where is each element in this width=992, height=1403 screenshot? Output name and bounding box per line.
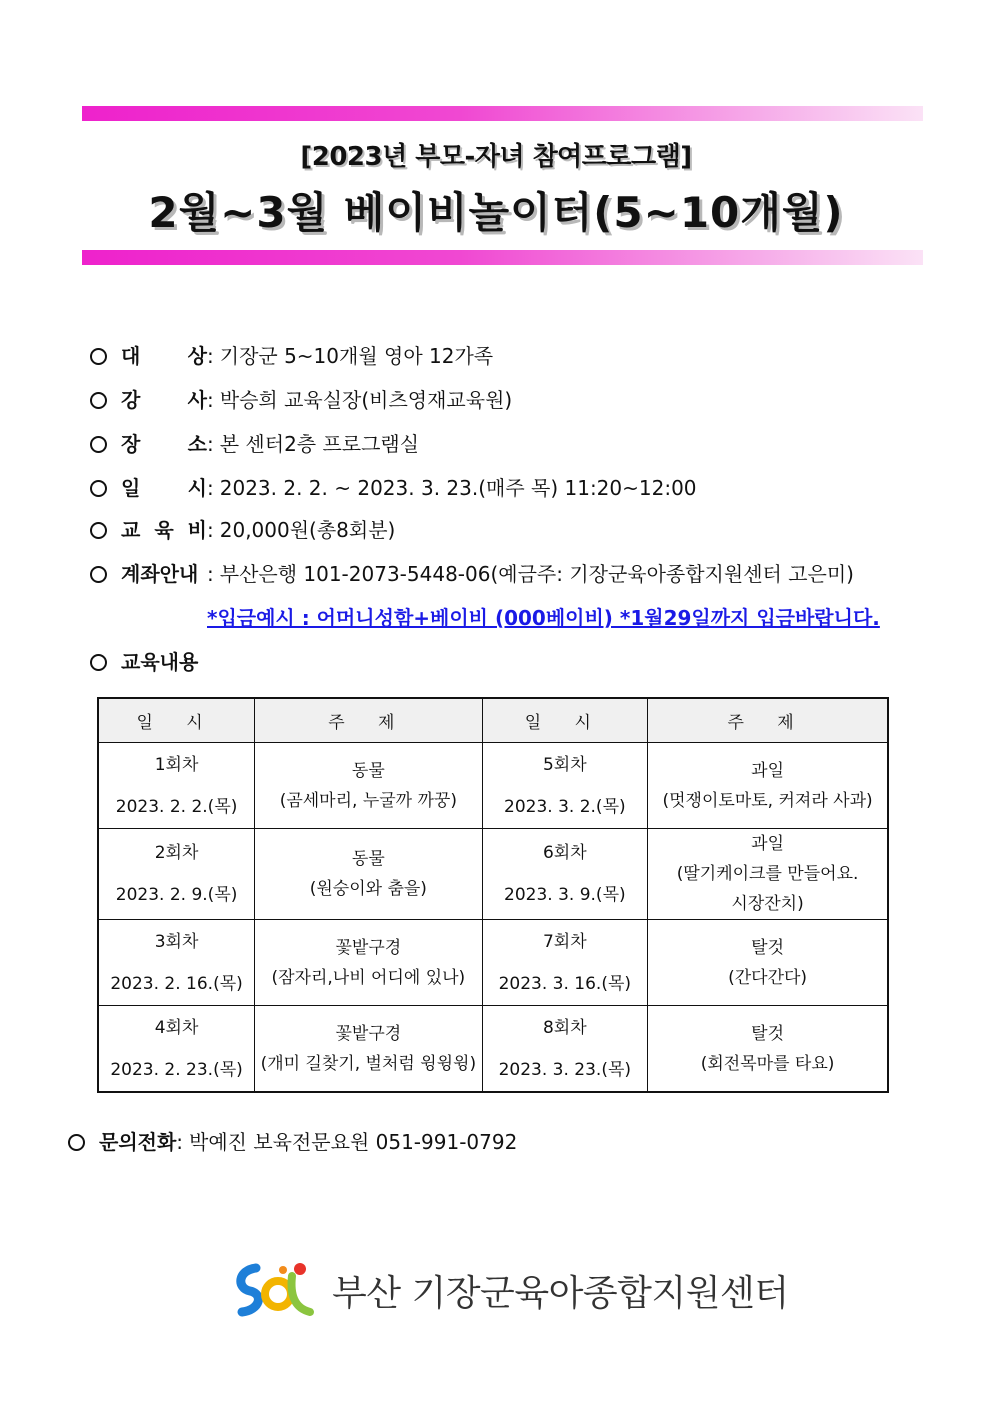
schedule-section-label: 교육내용 — [90, 646, 198, 675]
session-cell: 2회차 2023. 2. 9.(목) — [98, 829, 255, 920]
header-date: 일 시 — [482, 698, 648, 743]
header-topic: 주 제 — [648, 698, 888, 743]
program-subtitle: [2023년 부모-자녀 참여프로그램] — [300, 142, 692, 172]
info-label: 강 사 — [121, 388, 207, 412]
circle-bullet-icon — [90, 436, 107, 453]
contact-info: 문의전화: 박예진 보육전문요원 051-991-0792 — [68, 1128, 517, 1156]
topic-cell: 동물 (곰세마리, 누굴까 까꿍) — [255, 743, 482, 829]
topic-cell: 탈것 (간다간다) — [648, 920, 888, 1006]
header-topic: 주 제 — [255, 698, 482, 743]
info-target: 대 상: 기장군 5~10개월 영아 12가족 — [90, 342, 493, 370]
topic-cell: 꽃밭구경 (잠자리,나비 어디에 있나) — [255, 920, 482, 1006]
topic-cell: 동물 (원숭이와 춤을) — [255, 829, 482, 920]
info-value: 박승희 교육실장(비츠영재교육원) — [219, 388, 513, 412]
info-value: 기장군 5~10개월 영아 12가족 — [219, 344, 494, 368]
circle-bullet-icon — [68, 1134, 85, 1151]
circle-bullet-icon — [90, 654, 107, 671]
org-logo — [230, 1260, 789, 1320]
circle-bullet-icon — [90, 348, 107, 365]
topic-cell: 꽃밭구경 (개미 길찾기, 벌처럼 윙윙윙) — [255, 1006, 482, 1093]
header-date: 일 시 — [98, 698, 255, 743]
session-cell: 8회차 2023. 3. 23.(목) — [482, 1006, 648, 1093]
info-account: 계좌안내 : 부산은행 101-2073-5448-06(예금주: 기장군육아종합지원센터 고은미) — [90, 560, 854, 588]
org-logo-icon — [230, 1260, 322, 1320]
session-cell: 7회차 2023. 3. 16.(목) — [482, 920, 648, 1006]
table-header-row — [98, 698, 888, 743]
table-row — [98, 920, 888, 1006]
contact-label: 문의전화 — [99, 1130, 177, 1154]
topic-cell: 과일 (멋쟁이토마토, 커져라 사과) — [648, 743, 888, 829]
info-fee: 교 육 비: 20,000원(총8회분) — [90, 516, 395, 544]
program-title: 2월~3월 베이비놀이터(5~10개월) — [148, 188, 844, 237]
info-label: 일 시 — [121, 476, 207, 500]
table-row — [98, 743, 888, 829]
circle-bullet-icon — [90, 522, 107, 539]
info-datetime: 일 시: 2023. 2. 2. ~ 2023. 3. 23.(매주 목) 11:20~12:00 — [90, 474, 697, 502]
info-label: 계좌안내 — [121, 562, 199, 586]
contact-value: 박예진 보육전문요원 051-991-0792 — [189, 1130, 518, 1154]
info-value: 부산은행 101-2073-5448-06(예금주: 기장군육아종합지원센터 고은미) — [219, 562, 854, 586]
table-row — [98, 829, 888, 920]
deposit-note: *입금예시 : 어머니성함+베이비 (000베이비) *1월29일까지 입금바랍니다. — [207, 606, 880, 630]
info-value: 본 센터2층 프로그램실 — [219, 432, 420, 456]
org-name: 부산 기장군육아종합지원센터 — [332, 1272, 789, 1314]
schedule-table — [97, 697, 889, 1093]
info-label: 교 육 비 — [121, 518, 207, 542]
info-location: 장 소: 본 센터2층 프로그램실 — [90, 430, 419, 458]
session-cell: 6회차 2023. 3. 9.(목) — [482, 829, 648, 920]
info-value: 20,000원(총8회분) — [219, 518, 396, 542]
topic-cell: 과일 (딸기케이크를 만들어요. 시장잔치) — [648, 829, 888, 920]
circle-bullet-icon — [90, 480, 107, 497]
circle-bullet-icon — [90, 566, 107, 583]
session-cell: 5회차 2023. 3. 2.(목) — [482, 743, 648, 829]
table-row — [98, 1006, 888, 1093]
bottom-banner-bar — [82, 250, 923, 265]
info-label: 장 소 — [121, 432, 207, 456]
session-cell: 3회차 2023. 2. 16.(목) — [98, 920, 255, 1006]
info-value: 2023. 2. 2. ~ 2023. 3. 23.(매주 목) 11:20~12:00 — [219, 476, 697, 500]
info-label: 대 상 — [121, 344, 207, 368]
info-instructor: 강 사: 박승희 교육실장(비츠영재교육원) — [90, 386, 512, 414]
session-cell: 1회차 2023. 2. 2.(목) — [98, 743, 255, 829]
circle-bullet-icon — [90, 392, 107, 409]
session-cell: 4회차 2023. 2. 23.(목) — [98, 1006, 255, 1093]
top-banner-bar — [82, 106, 923, 121]
topic-cell: 탈것 (회전목마를 타요) — [648, 1006, 888, 1093]
